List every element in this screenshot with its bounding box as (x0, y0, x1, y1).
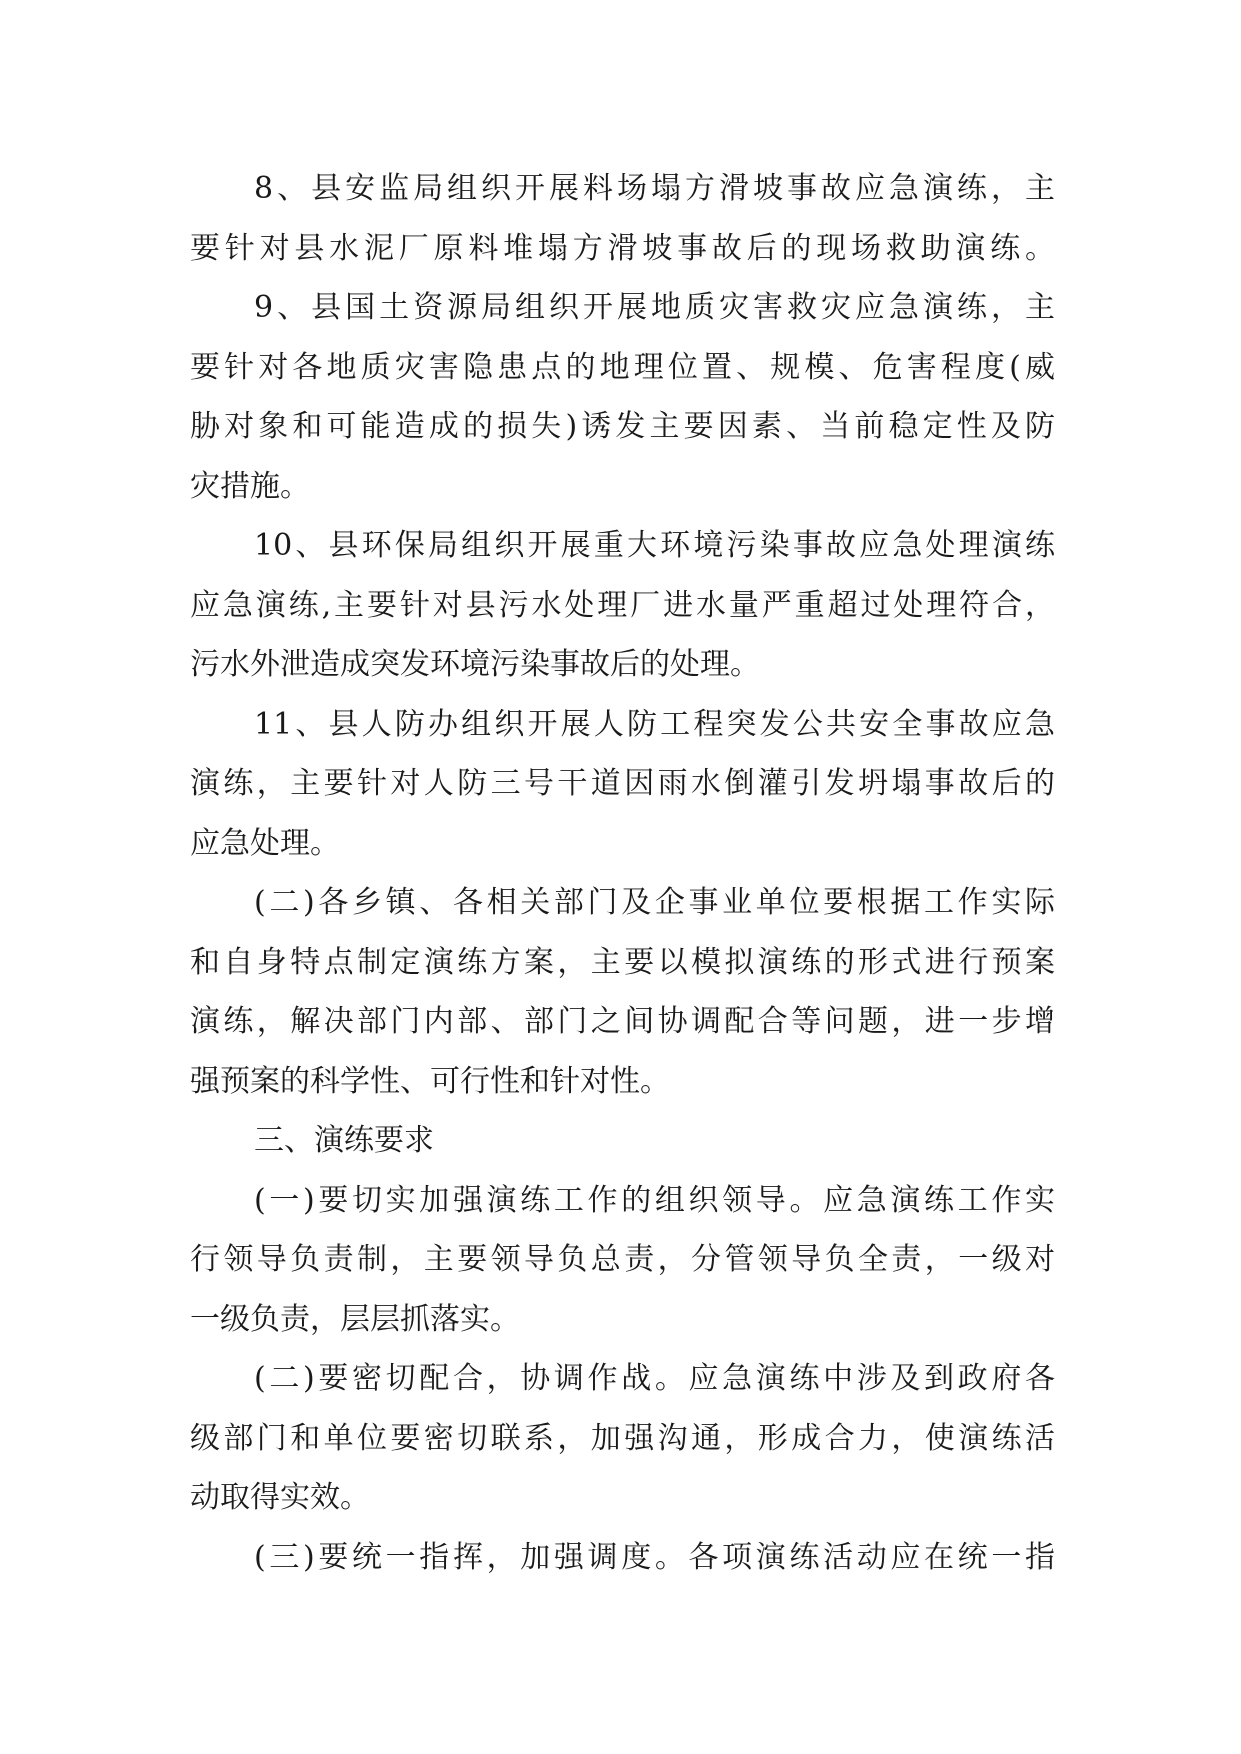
paragraph-line: 演练，主要针对人防三号干道因雨水倒灌引发坍塌事故后的 (190, 766, 1055, 801)
paragraph-line: 演练，解决部门内部、部门之间协调配合等问题，进一步增 (190, 1004, 1055, 1039)
document-body (190, 159, 1055, 1587)
paragraph-line: 灾措施。 (190, 468, 310, 504)
paragraph-line: 污水外泄造成突发环境污染事故后的处理。 (190, 647, 760, 682)
paragraph-line: (三)要统一指挥，加强调度。各项演练活动应在统一指 (254, 1539, 1055, 1575)
paragraph-line: 11、县人防办组织开展人防工程突发公共安全事故应急 (254, 706, 1055, 742)
paragraph-line: 动取得实效。 (190, 1480, 370, 1515)
paragraph-line: 9、县国土资源局组织开展地质灾害救灾应急演练，主 (254, 290, 1055, 325)
paragraph-line: 一级负责，层层抓落实。 (190, 1301, 520, 1337)
paragraph-line: 要针对县水泥厂原料堆塌方滑坡事故后的现场救助演练。 (190, 230, 1055, 266)
paragraph-line: 级部门和单位要密切联系，加强沟通，形成合力，使演练活 (190, 1420, 1055, 1456)
paragraph-line: 8、县安监局组织开展料场塌方滑坡事故应急演练，主 (254, 171, 1055, 206)
paragraph-line: 胁对象和可能造成的损失)诱发主要因素、当前稳定性及防 (190, 409, 1055, 444)
paragraph-line: 要针对各地质灾害隐患点的地理位置、规模、危害程度(威 (190, 349, 1055, 385)
paragraph-line: 10、县环保局组织开展重大环境污染事故应急处理演练 (254, 528, 1055, 563)
paragraph-line: 应急处理。 (190, 825, 340, 861)
section-heading: 三、演练要求 (254, 1123, 434, 1158)
paragraph-line: 强预案的科学性、可行性和针对性。 (190, 1063, 670, 1099)
paragraph-line: 行领导负责制，主要领导负总责，分管领导负全责，一级对 (190, 1242, 1055, 1277)
paragraph-line: 和自身特点制定演练方案，主要以模拟演练的形式进行预案 (190, 944, 1055, 980)
paragraph-line: 应急演练,主要针对县污水处理厂进水量严重超过处理符合， (190, 587, 1055, 623)
paragraph-line: (二)各乡镇、各相关部门及企事业单位要根据工作实际 (254, 885, 1055, 920)
paragraph-line: (一)要切实加强演练工作的组织领导。应急演练工作实 (254, 1182, 1055, 1218)
paragraph-line: (二)要密切配合，协调作战。应急演练中涉及到政府各 (254, 1361, 1055, 1396)
